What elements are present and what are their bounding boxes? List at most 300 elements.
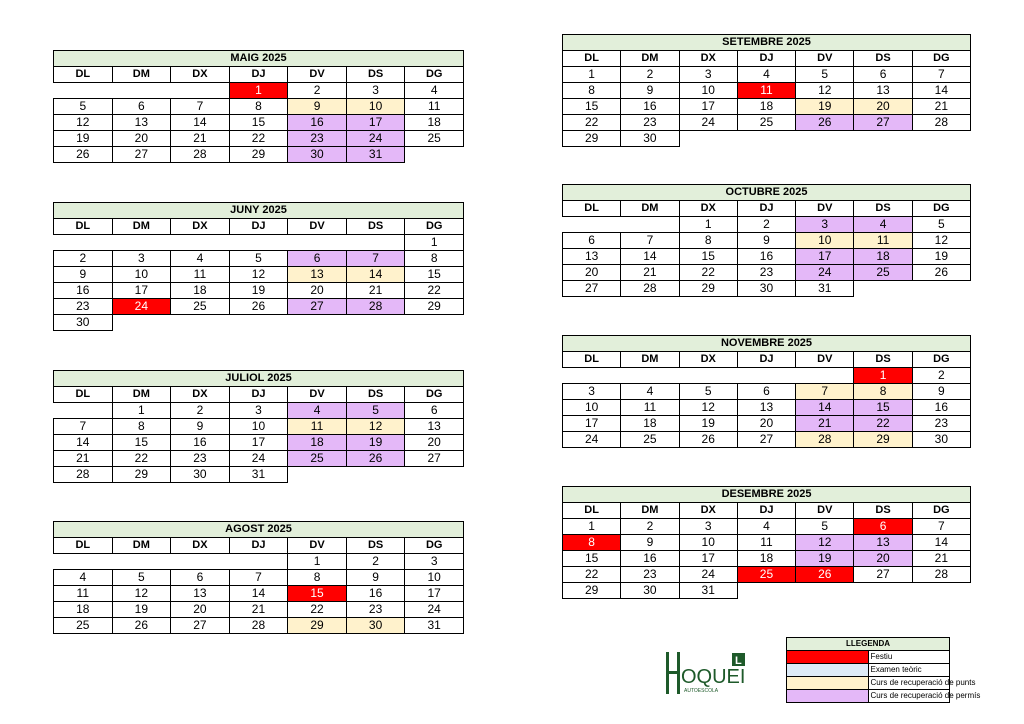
- weekday-header: DG: [912, 503, 970, 519]
- day-cell: 1: [563, 519, 621, 535]
- day-cell: 2: [912, 368, 970, 384]
- day-cell: 10: [796, 233, 854, 249]
- day-cell: 4: [288, 403, 347, 419]
- day-cell: 12: [112, 586, 171, 602]
- day-cell: 15: [679, 249, 737, 265]
- empty-day-cell: [112, 315, 171, 331]
- day-cell: 3: [112, 251, 171, 267]
- empty-day-cell: [912, 583, 970, 599]
- day-cell: 26: [346, 451, 405, 467]
- day-cell: 2: [54, 251, 113, 267]
- day-cell: 21: [621, 265, 679, 281]
- day-cell: 15: [112, 435, 171, 451]
- day-cell: 17: [796, 249, 854, 265]
- day-cell: 14: [912, 535, 970, 551]
- day-cell: 27: [854, 567, 912, 583]
- day-cell: 3: [679, 519, 737, 535]
- day-cell: 23: [346, 602, 405, 618]
- day-cell: 3: [229, 403, 288, 419]
- day-cell: 9: [288, 99, 347, 115]
- day-cell: 11: [54, 586, 113, 602]
- weekday-header: DL: [54, 67, 113, 83]
- day-cell: 6: [854, 519, 912, 535]
- week-row: [563, 416, 971, 432]
- day-cell: 4: [621, 384, 679, 400]
- day-cell: 8: [112, 419, 171, 435]
- day-cell: 2: [288, 83, 347, 99]
- empty-day-cell: [54, 83, 113, 99]
- empty-day-cell: [912, 281, 970, 297]
- day-cell: 26: [796, 115, 854, 131]
- logo-badge: L: [735, 655, 742, 667]
- day-cell: 27: [405, 451, 464, 467]
- day-cell: 11: [621, 400, 679, 416]
- week-row: [563, 281, 971, 297]
- day-cell: 13: [854, 535, 912, 551]
- day-cell: 26: [796, 567, 854, 583]
- day-cell: 30: [621, 583, 679, 599]
- day-cell: 29: [112, 467, 171, 483]
- weekday-header: DG: [405, 67, 464, 83]
- day-cell: 5: [679, 384, 737, 400]
- day-cell: 15: [288, 586, 347, 602]
- empty-day-cell: [737, 368, 795, 384]
- empty-day-cell: [171, 83, 230, 99]
- day-cell: 6: [737, 384, 795, 400]
- day-cell: 16: [288, 115, 347, 131]
- day-cell: 26: [54, 147, 113, 163]
- empty-day-cell: [796, 583, 854, 599]
- day-cell: 1: [112, 403, 171, 419]
- day-cell: 12: [679, 400, 737, 416]
- day-cell: 5: [796, 519, 854, 535]
- day-cell: 23: [912, 416, 970, 432]
- day-cell: 14: [54, 435, 113, 451]
- week-row: [563, 400, 971, 416]
- weekday-header: DV: [796, 503, 854, 519]
- day-cell: 7: [912, 67, 970, 83]
- day-cell: 1: [229, 83, 288, 99]
- empty-day-cell: [679, 368, 737, 384]
- weekday-header: DG: [405, 538, 464, 554]
- day-cell: 25: [621, 432, 679, 448]
- day-cell: 23: [737, 265, 795, 281]
- weekday-header: DJ: [737, 352, 795, 368]
- empty-day-cell: [563, 217, 621, 233]
- week-row: [563, 249, 971, 265]
- day-cell: 10: [346, 99, 405, 115]
- calendar-juny: [53, 202, 464, 331]
- empty-day-cell: [796, 131, 854, 147]
- hoquei-logo-graphic: [660, 648, 752, 700]
- day-cell: 9: [621, 535, 679, 551]
- weekday-header: DG: [405, 219, 464, 235]
- day-cell: 27: [854, 115, 912, 131]
- weekday-header: DS: [854, 352, 912, 368]
- day-cell: 20: [112, 131, 171, 147]
- day-cell: 1: [679, 217, 737, 233]
- day-cell: 26: [679, 432, 737, 448]
- weekday-header: DS: [854, 503, 912, 519]
- legend-swatch-permis: [787, 690, 869, 703]
- week-row: [54, 83, 464, 99]
- week-row: [563, 583, 971, 599]
- day-cell: 22: [288, 602, 347, 618]
- day-cell: 21: [229, 602, 288, 618]
- day-cell: 24: [112, 299, 171, 315]
- day-cell: 10: [405, 570, 464, 586]
- empty-day-cell: [54, 554, 113, 570]
- week-row: [54, 147, 464, 163]
- empty-day-cell: [112, 235, 171, 251]
- week-row: [54, 403, 464, 419]
- day-cell: 30: [54, 315, 113, 331]
- day-cell: 11: [171, 267, 230, 283]
- day-cell: 6: [112, 99, 171, 115]
- weekday-header: DX: [171, 538, 230, 554]
- day-cell: 14: [796, 400, 854, 416]
- day-cell: 5: [346, 403, 405, 419]
- day-cell: 9: [171, 419, 230, 435]
- week-row: [563, 567, 971, 583]
- calendar-setembre: [562, 34, 971, 147]
- day-cell: 27: [112, 147, 171, 163]
- weekday-header: DS: [346, 219, 405, 235]
- week-row: [54, 618, 464, 634]
- empty-day-cell: [171, 235, 230, 251]
- day-cell: 18: [405, 115, 464, 131]
- day-cell: 24: [229, 451, 288, 467]
- month-title: DESEMBRE 2025: [563, 487, 971, 503]
- week-row: [54, 99, 464, 115]
- day-cell: 10: [679, 83, 737, 99]
- empty-day-cell: [346, 315, 405, 331]
- weekday-header: DM: [621, 51, 679, 67]
- day-cell: 23: [621, 567, 679, 583]
- weekday-header: DJ: [229, 387, 288, 403]
- day-cell: 14: [346, 267, 405, 283]
- day-cell: 10: [679, 535, 737, 551]
- weekday-header: DG: [912, 352, 970, 368]
- empty-day-cell: [288, 467, 347, 483]
- day-cell: 16: [621, 551, 679, 567]
- day-cell: 18: [854, 249, 912, 265]
- day-cell: 19: [229, 283, 288, 299]
- day-cell: 21: [346, 283, 405, 299]
- weekday-header: DJ: [229, 219, 288, 235]
- weekday-header: DM: [112, 67, 171, 83]
- day-cell: 1: [854, 368, 912, 384]
- day-cell: 7: [796, 384, 854, 400]
- day-cell: 4: [405, 83, 464, 99]
- day-cell: 29: [405, 299, 464, 315]
- week-row: [563, 115, 971, 131]
- day-cell: 16: [346, 586, 405, 602]
- empty-day-cell: [854, 281, 912, 297]
- month-title: OCTUBRE 2025: [563, 185, 971, 201]
- day-cell: 22: [563, 115, 621, 131]
- day-cell: 27: [288, 299, 347, 315]
- day-cell: 7: [912, 519, 970, 535]
- day-cell: 13: [171, 586, 230, 602]
- legend-label-examen: Examen teòric: [868, 664, 950, 677]
- weekday-header: DJ: [737, 51, 795, 67]
- day-cell: 6: [288, 251, 347, 267]
- day-cell: 7: [621, 233, 679, 249]
- day-cell: 2: [621, 67, 679, 83]
- day-cell: 25: [405, 131, 464, 147]
- day-cell: 19: [912, 249, 970, 265]
- week-row: [54, 235, 464, 251]
- day-cell: 12: [229, 267, 288, 283]
- day-cell: 24: [679, 115, 737, 131]
- day-cell: 28: [171, 147, 230, 163]
- empty-day-cell: [54, 403, 113, 419]
- day-cell: 16: [621, 99, 679, 115]
- calendar-desembre: [562, 486, 971, 599]
- day-cell: 29: [679, 281, 737, 297]
- day-cell: 18: [621, 416, 679, 432]
- day-cell: 4: [54, 570, 113, 586]
- day-cell: 15: [229, 115, 288, 131]
- day-cell: 29: [563, 583, 621, 599]
- day-cell: 20: [405, 435, 464, 451]
- day-cell: 30: [288, 147, 347, 163]
- day-cell: 16: [54, 283, 113, 299]
- day-cell: 10: [112, 267, 171, 283]
- weekday-header: DV: [796, 201, 854, 217]
- day-cell: 16: [171, 435, 230, 451]
- day-cell: 12: [796, 535, 854, 551]
- day-cell: 11: [288, 419, 347, 435]
- day-cell: 27: [563, 281, 621, 297]
- month-title: NOVEMBRE 2025: [563, 336, 971, 352]
- day-cell: 25: [288, 451, 347, 467]
- day-cell: 3: [796, 217, 854, 233]
- day-cell: 12: [54, 115, 113, 131]
- empty-day-cell: [112, 83, 171, 99]
- week-row: [54, 131, 464, 147]
- month-title: JUNY 2025: [54, 203, 464, 219]
- day-cell: 31: [405, 618, 464, 634]
- weekday-header: DX: [171, 219, 230, 235]
- empty-day-cell: [405, 467, 464, 483]
- day-cell: 13: [112, 115, 171, 131]
- week-row: [563, 551, 971, 567]
- day-cell: 19: [796, 551, 854, 567]
- calendar-octubre: [562, 184, 971, 297]
- legend-label-permis: Curs de recuperació de permís: [868, 690, 950, 703]
- empty-day-cell: [288, 235, 347, 251]
- day-cell: 20: [854, 99, 912, 115]
- day-cell: 11: [737, 83, 795, 99]
- week-row: [563, 519, 971, 535]
- day-cell: 26: [112, 618, 171, 634]
- day-cell: 2: [621, 519, 679, 535]
- week-row: [54, 299, 464, 315]
- day-cell: 19: [54, 131, 113, 147]
- day-cell: 25: [171, 299, 230, 315]
- day-cell: 19: [112, 602, 171, 618]
- day-cell: 7: [171, 99, 230, 115]
- day-cell: 8: [679, 233, 737, 249]
- day-cell: 18: [54, 602, 113, 618]
- day-cell: 28: [229, 618, 288, 634]
- week-row: [563, 67, 971, 83]
- day-cell: 15: [854, 400, 912, 416]
- day-cell: 6: [854, 67, 912, 83]
- day-cell: 28: [346, 299, 405, 315]
- weekday-header: DJ: [737, 201, 795, 217]
- day-cell: 17: [346, 115, 405, 131]
- day-cell: 29: [288, 618, 347, 634]
- legend-swatch-festiu: [787, 651, 869, 664]
- week-row: [563, 432, 971, 448]
- day-cell: 28: [621, 281, 679, 297]
- day-cell: 25: [737, 115, 795, 131]
- legend-title: LLEGENDA: [787, 638, 950, 651]
- legend-row-examen: [787, 664, 950, 677]
- day-cell: 18: [288, 435, 347, 451]
- empty-day-cell: [288, 315, 347, 331]
- empty-day-cell: [229, 235, 288, 251]
- weekday-header: DX: [679, 51, 737, 67]
- calendar-juliol: [53, 370, 464, 483]
- day-cell: 5: [229, 251, 288, 267]
- empty-day-cell: [621, 368, 679, 384]
- day-cell: 8: [854, 384, 912, 400]
- day-cell: 31: [346, 147, 405, 163]
- logo-text: OQUEI: [681, 666, 746, 688]
- day-cell: 3: [346, 83, 405, 99]
- legend-swatch-punts: [787, 677, 869, 690]
- day-cell: 21: [912, 551, 970, 567]
- day-cell: 25: [54, 618, 113, 634]
- day-cell: 7: [54, 419, 113, 435]
- day-cell: 10: [229, 419, 288, 435]
- day-cell: 17: [112, 283, 171, 299]
- day-cell: 19: [796, 99, 854, 115]
- day-cell: 22: [679, 265, 737, 281]
- day-cell: 26: [912, 265, 970, 281]
- week-row: [54, 283, 464, 299]
- day-cell: 17: [563, 416, 621, 432]
- day-cell: 24: [796, 265, 854, 281]
- empty-day-cell: [796, 368, 854, 384]
- calendar-novembre: [562, 335, 971, 448]
- week-row: [54, 554, 464, 570]
- week-row: [563, 99, 971, 115]
- day-cell: 17: [679, 551, 737, 567]
- day-cell: 13: [405, 419, 464, 435]
- empty-day-cell: [854, 131, 912, 147]
- day-cell: 1: [563, 67, 621, 83]
- weekday-header: DV: [288, 387, 347, 403]
- weekday-header: DL: [563, 352, 621, 368]
- day-cell: 2: [737, 217, 795, 233]
- weekday-header: DV: [288, 538, 347, 554]
- day-cell: 2: [171, 403, 230, 419]
- day-cell: 18: [171, 283, 230, 299]
- weekday-header: DL: [563, 201, 621, 217]
- week-row: [54, 570, 464, 586]
- day-cell: 20: [737, 416, 795, 432]
- empty-day-cell: [346, 235, 405, 251]
- day-cell: 18: [737, 551, 795, 567]
- day-cell: 20: [171, 602, 230, 618]
- week-row: [54, 435, 464, 451]
- day-cell: 9: [621, 83, 679, 99]
- day-cell: 31: [229, 467, 288, 483]
- day-cell: 20: [854, 551, 912, 567]
- day-cell: 8: [563, 535, 621, 551]
- day-cell: 2: [346, 554, 405, 570]
- day-cell: 23: [288, 131, 347, 147]
- week-row: [563, 384, 971, 400]
- day-cell: 12: [796, 83, 854, 99]
- day-cell: 5: [112, 570, 171, 586]
- weekday-header: DM: [112, 219, 171, 235]
- day-cell: 31: [796, 281, 854, 297]
- week-row: [54, 315, 464, 331]
- week-row: [563, 131, 971, 147]
- day-cell: 22: [563, 567, 621, 583]
- weekday-header: DS: [346, 67, 405, 83]
- day-cell: 4: [737, 519, 795, 535]
- day-cell: 17: [405, 586, 464, 602]
- hoquei-logo: [660, 648, 752, 700]
- weekday-header: DG: [912, 51, 970, 67]
- day-cell: 23: [171, 451, 230, 467]
- weekday-header: DM: [621, 503, 679, 519]
- empty-day-cell: [229, 315, 288, 331]
- day-cell: 7: [346, 251, 405, 267]
- week-row: [54, 602, 464, 618]
- day-cell: 14: [229, 586, 288, 602]
- day-cell: 27: [171, 618, 230, 634]
- week-row: [563, 368, 971, 384]
- weekday-header: DM: [112, 387, 171, 403]
- empty-day-cell: [54, 235, 113, 251]
- day-cell: 25: [737, 567, 795, 583]
- day-cell: 10: [563, 400, 621, 416]
- day-cell: 13: [854, 83, 912, 99]
- empty-day-cell: [679, 131, 737, 147]
- day-cell: 4: [171, 251, 230, 267]
- week-row: [563, 83, 971, 99]
- day-cell: 28: [796, 432, 854, 448]
- day-cell: 29: [854, 432, 912, 448]
- day-cell: 3: [679, 67, 737, 83]
- day-cell: 14: [912, 83, 970, 99]
- weekday-header: DG: [405, 387, 464, 403]
- day-cell: 24: [563, 432, 621, 448]
- day-cell: 23: [54, 299, 113, 315]
- week-row: [54, 115, 464, 131]
- day-cell: 9: [54, 267, 113, 283]
- legend-label-festiu: Festiu: [868, 651, 950, 664]
- day-cell: 14: [171, 115, 230, 131]
- empty-day-cell: [229, 554, 288, 570]
- day-cell: 1: [405, 235, 464, 251]
- day-cell: 22: [229, 131, 288, 147]
- empty-day-cell: [405, 147, 464, 163]
- legend-row-permis: [787, 690, 950, 703]
- day-cell: 3: [563, 384, 621, 400]
- day-cell: 15: [405, 267, 464, 283]
- empty-day-cell: [854, 583, 912, 599]
- empty-day-cell: [621, 217, 679, 233]
